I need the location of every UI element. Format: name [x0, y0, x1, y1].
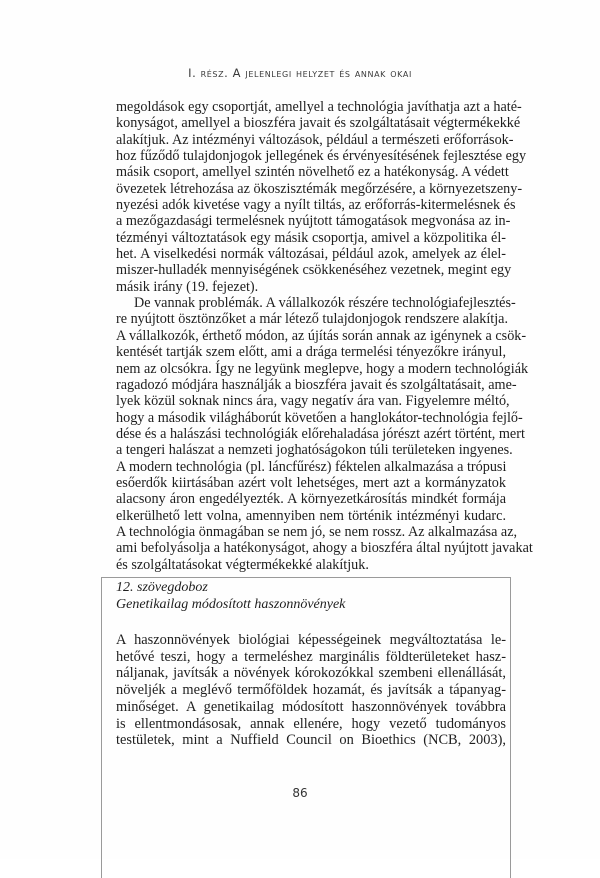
text-line: hogy a második világháborút követően a hanglokátor-technológia fejlő- — [116, 409, 523, 426]
textbox-title: Genetikailag módosított haszonnövények — [116, 596, 346, 612]
text-line: esőerdők kiirtásában azért volt lehetséges, mert azt a kormányzatok — [116, 474, 506, 491]
textbox-body — [116, 632, 506, 749]
text-line: hetővé teszi, hogy a termeléshez marginális földterületeket hasz- — [116, 648, 506, 665]
text-line: elkerülhető lett volna, amennyiben nem történik intézményi kudarc. — [116, 507, 506, 524]
text-line: lyek közül soknak nincs ára, vagy negatív ára van. Figyelemre méltó, — [116, 393, 510, 410]
text-line: A vállalkozók, érthető módon, az újítás során annak az igénynek a csök- — [116, 327, 527, 344]
text-line: konyságot, amellyel a bioszféra javait és szolgáltatásait végtermékekké — [116, 115, 521, 132]
text-line: alacsony áron engedélyezték. A környezetkárosítás mindkét formája — [116, 491, 506, 508]
text-line: a mezőgazdasági termelésnek nyújtott támogatások megvonása az in- — [116, 213, 511, 230]
text-line: re nyújtott ösztönzőket a már létező tulajdonjogok rendszere alakítja. — [116, 311, 508, 328]
text-line: alakítjuk. Az intézményi változások, például a természeti erőforrások- — [116, 131, 514, 148]
text-line: A technológia önmagában se nem jó, se nem rossz. Az alkalmazása az, — [116, 523, 518, 540]
text-line: és szolgáltatásokat végtermékekké alakítjuk. — [116, 556, 369, 573]
text-line: nyezési adók kivetése vagy a nyílt tiltás, az erőforrás-kitermelésnek és — [116, 197, 516, 214]
text-line: minőséget. A genetikailag módosított haszonnövények továbbra — [116, 698, 506, 715]
text-line: De vannak problémák. A vállalkozók részére technológiafejlesztés- — [134, 295, 516, 312]
text-line: ami befolyásolja a hatékonyságot, ahogy a bioszféra által nyújtott javakat — [116, 540, 533, 557]
body-text — [116, 99, 533, 573]
text-line: másik csoport, amellyel szintén növelhető ez a hatékonyság. A védett — [116, 164, 509, 181]
text-line: náljanak, javítsák a növények kórokozókkal szembeni ellenállását, — [116, 665, 506, 682]
text-line: övezetek létrehozása az ökoszisztémák megőrzésére, a környezetszeny- — [116, 180, 523, 197]
text-line: A modern technológia (pl. láncfűrész) féktelen alkalmazása a trópusi — [116, 458, 507, 475]
text-line: megoldások egy csoportját, amellyel a technológia javíthatja azt a haté- — [116, 99, 522, 115]
text-line: hoz fűződő tulajdonjogok jellegének és érvényesítésének fejlesztése egy — [116, 148, 527, 165]
text-line: miszer-hulladék mennyiségének csökkenéséhez vezetnek, megint egy — [116, 262, 512, 279]
running-head: I. rész. A jelenlegi helyzet és annak okai — [188, 66, 412, 80]
paragraph-2 — [116, 295, 533, 573]
text-line: is ellentmondásosak, annak ellenére, hogy vezető tudományos — [116, 715, 506, 732]
text-line: másik irány (19. fejezet). — [116, 278, 259, 295]
text-line: növeljék a meglévő termőföldek hozamát, és javítsák a tápanyag- — [116, 682, 506, 699]
text-line: a tengeri halászat a nemzeti joghatóságokon túli területeken ingyenes. — [116, 442, 513, 459]
text-line: ragadozó módjára használják a bioszféra javait és szolgáltatásait, ame- — [116, 376, 517, 393]
page-number: 86 — [292, 786, 308, 800]
textbox-heading — [116, 580, 506, 613]
text-line: dése és a halászási technológiák előrehaladása jórészt azért történt, mert — [116, 425, 525, 442]
text-line: A haszonnövények biológiai képességeinek megváltoztatása le- — [116, 632, 506, 648]
text-line: tézményi változtatások egy másik csoportja, amivel a közpolitika él- — [116, 229, 506, 246]
text-line: nem az olcsókra. Így ne legyünk meglepve, hogy a modern technológiák — [116, 360, 529, 377]
text-line: het. A viselkedési normák változásai, például azok, amelyek az élel- — [116, 246, 506, 263]
text-line: kentését tartják szem előtt, ami a drága termelési tényezőkre irányul, — [116, 344, 506, 361]
text-line: testületek, mint a Nuffield Council on Bioethics (NCB, 2003), — [116, 732, 506, 749]
textbox-label: 12. szövegdoboz — [116, 580, 208, 595]
paragraph-1 — [116, 99, 527, 295]
